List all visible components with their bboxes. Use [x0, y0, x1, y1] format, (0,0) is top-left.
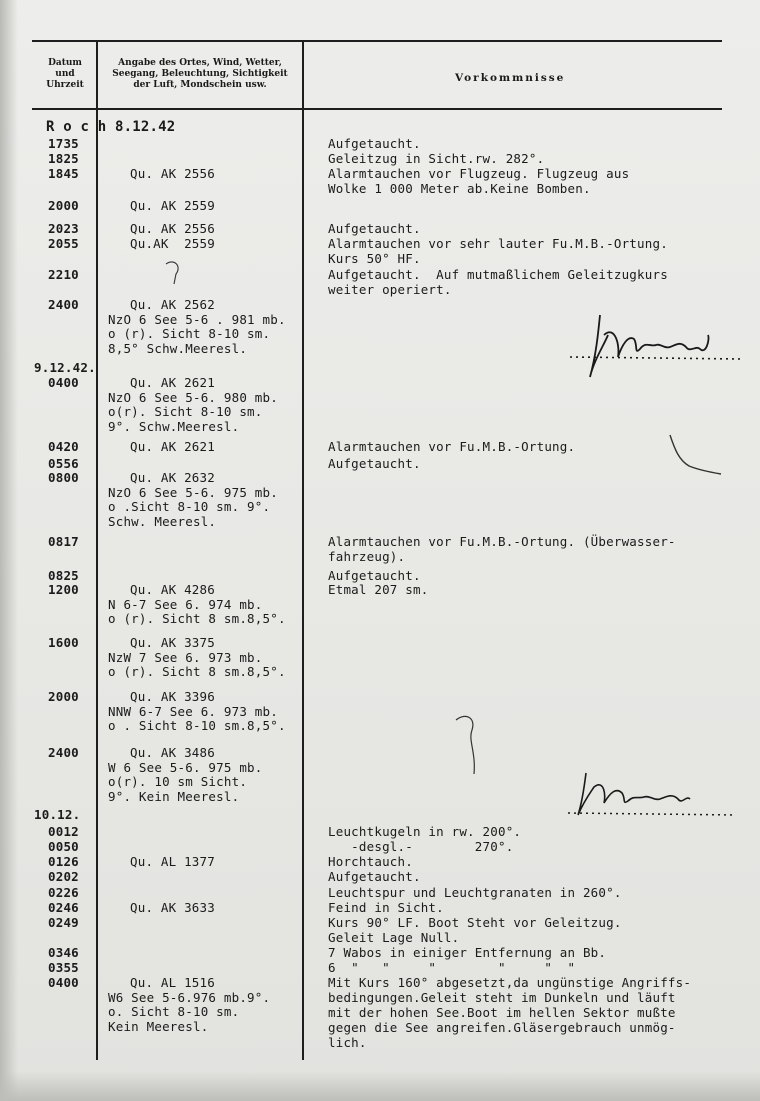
entry-location-line: 8,5° Schw.Meeresl. — [108, 340, 248, 356]
entry-location-line: Qu. AL 1516 — [130, 975, 215, 990]
entry-event-line: Aufgetaucht. — [328, 136, 421, 151]
entry-time: 0226 — [48, 885, 79, 900]
entry-event-line: Alarmtauchen vor Fu.M.B.-Ortung. — [328, 439, 576, 454]
entry-event-line: mit der hohen See.Boot im hellen Sektor mußte — [328, 1005, 676, 1020]
entry-location-line: Qu. AK 3396 — [130, 689, 215, 704]
entry-time: 2400 — [48, 297, 79, 312]
header-line: der Luft, Mondschein usw. — [133, 80, 267, 90]
entry-location-line: Kein Meeresl. — [108, 1018, 209, 1034]
entry-time: 2000 — [48, 198, 79, 213]
entry-location-line: o. Sicht 8-10 sm. — [108, 1004, 240, 1020]
entry-event-line: Aufgetaucht. — [328, 221, 421, 236]
entry-event-line: Wolke 1 000 Meter ab.Keine Bomben. — [328, 181, 591, 196]
entry-location-line: Qu. AK 2562 — [130, 297, 215, 312]
entry-time: 1600 — [48, 635, 79, 650]
entry-time: 0825 — [48, 568, 79, 583]
pencil-mark — [160, 258, 190, 288]
entry-location-line: N 6-7 See 6. 974 mb. — [108, 596, 263, 612]
entry-time: 0012 — [48, 824, 79, 839]
entry-event-line: Etmal 207 sm. — [328, 582, 429, 597]
header-rule — [32, 108, 722, 110]
signature-2 — [560, 765, 740, 825]
entry-location-line: W6 See 5-6.976 mb.9°. — [108, 989, 271, 1005]
column-rule-1 — [96, 40, 98, 1060]
signature-1 — [560, 305, 745, 385]
entry-time: 0817 — [48, 534, 79, 549]
entry-event-line: Aufgetaucht. — [328, 568, 421, 583]
header-location-weather — [100, 58, 300, 91]
entry-event-line: bedingungen.Geleit steht im Dunkeln und läuft — [328, 990, 676, 1005]
entry-location-line: Qu.AK 2559 — [130, 236, 215, 251]
entry-time: 2055 — [48, 236, 79, 251]
entry-event-line: weiter operiert. — [328, 282, 452, 297]
entry-location-line: o(r). Sicht 8-10 sm. — [108, 404, 263, 420]
entry-event-line: Feind in Sicht. — [328, 900, 444, 915]
entry-time: 0202 — [48, 869, 79, 884]
entry-event-line: 7 Wabos in einiger Entfernung an Bb. — [328, 945, 607, 960]
entry-location-line: NzO 6 See 5-6. 980 mb. — [108, 389, 278, 405]
entry-location-line: NNW 6-7 See 6. 973 mb. — [108, 703, 278, 719]
entry-event-line: Alarmtauchen vor sehr lauter Fu.M.B.-Ortung. — [328, 236, 668, 251]
entry-event-line: Leuchtspur und Leuchtgranaten in 260°. — [328, 885, 622, 900]
entry-time: 0400 — [48, 975, 79, 990]
entry-time: 0800 — [48, 470, 79, 485]
entry-time: 1200 — [48, 582, 79, 597]
entry-time: 0556 — [48, 456, 79, 471]
entry-time: 2400 — [48, 745, 79, 760]
entry-time: 0050 — [48, 839, 79, 854]
header-line: Angabe des Ortes, Wind, Wetter, — [118, 58, 282, 68]
entry-location-line: o .Sicht 8-10 sm. 9°. — [108, 499, 271, 515]
entry-location-line: o(r). 10 sm Sicht. — [108, 774, 248, 790]
entry-time: 2210 — [48, 267, 79, 282]
entry-time: R o c h 8.12.42 — [46, 119, 176, 135]
entry-event-line: Kurs 90° LF. Boot Steht vor Geleitzug. — [328, 915, 622, 930]
entry-location-line: Qu. AK 3486 — [130, 745, 215, 760]
entry-event-line: fahrzeug). — [328, 549, 406, 564]
entry-time: 0246 — [48, 900, 79, 915]
entry-event-line: Leuchtkugeln in rw. 200°. — [328, 824, 522, 839]
entry-location-line: o (r). Sicht 8 sm.8,5°. — [108, 611, 286, 627]
entry-location-line: Qu. AL 1377 — [130, 854, 215, 869]
entry-location-line: o . Sicht 8-10 sm.8,5°. — [108, 718, 286, 734]
entry-location-line: Qu. AK 2556 — [130, 221, 215, 236]
entry-event-line: lich. — [328, 1035, 367, 1050]
entry-event-line: Geleit Lage Null. — [328, 930, 460, 945]
entry-event-line: Mit Kurs 160° abgesetzt,da ungünstige Angriffs- — [328, 975, 692, 990]
entry-event-line: gegen die See angreifen.Gläsergebrauch unmög- — [328, 1020, 676, 1035]
entry-location-line: W 6 See 5-6. 975 mb. — [108, 759, 263, 775]
entry-location-line: Qu. AK 3375 — [130, 635, 215, 650]
entry-location-line: Qu. AK 2621 — [130, 439, 215, 454]
entry-time: 2023 — [48, 221, 79, 236]
entry-time: 0355 — [48, 960, 79, 975]
scan-shadow-bottom — [0, 1071, 760, 1101]
entry-event-line: Alarmtauchen vor Fu.M.B.-Ortung. (Überwasser- — [328, 534, 676, 549]
entry-location-line: Qu. AK 4286 — [130, 582, 215, 597]
entry-location-line: 9°. Schw.Meeresl. — [108, 418, 240, 434]
entry-location-line: o (r). Sicht 8 sm.8,5°. — [108, 664, 286, 680]
entry-time: 0346 — [48, 945, 79, 960]
entry-time: 2000 — [48, 689, 79, 704]
entry-event-line: 6 " " " " " " — [328, 960, 576, 975]
entry-event-line: Kurs 50° HF. — [328, 251, 421, 266]
entry-location-line: Qu. AK 3633 — [130, 900, 215, 915]
entry-time: 10.12. — [34, 807, 81, 822]
entry-event-line: Aufgetaucht. — [328, 456, 421, 471]
entry-time: 0126 — [48, 854, 79, 869]
entry-event-line: Aufgetaucht. Auf mutmaßlichem Geleitzugkurs — [328, 267, 668, 282]
entry-event-line: Aufgetaucht. — [328, 869, 421, 884]
entry-location-line: Schw. Meeresl. — [108, 513, 217, 529]
entry-location-line: Qu. AK 2621 — [130, 375, 215, 390]
entry-event-line: Horchtauch. — [328, 854, 413, 869]
entry-time: 0400 — [48, 375, 79, 390]
entry-event-line: Alarmtauchen vor Flugzeug. Flugzeug aus — [328, 166, 630, 181]
entry-time: 9.12.42. — [34, 360, 96, 375]
entry-location-line: NzW 7 See 6. 973 mb. — [108, 649, 263, 665]
header-date-time — [36, 58, 94, 91]
header-events: Vorkommnisse — [455, 72, 566, 84]
entry-time: 1735 — [48, 136, 79, 151]
entry-event-line: Geleitzug in Sicht.rw. 282°. — [328, 151, 545, 166]
entry-location-line: Qu. AK 2559 — [130, 198, 215, 213]
header-line: Datum — [48, 58, 82, 68]
header-line: Uhrzeit — [46, 80, 84, 90]
entry-location-line: 9°. Kein Meeresl. — [108, 788, 240, 804]
entry-location-line: Qu. AK 2632 — [130, 470, 215, 485]
entry-time: 0420 — [48, 439, 79, 454]
header-line: Seegang, Beleuchtung, Sichtigkeit — [112, 69, 288, 79]
entry-time: 1845 — [48, 166, 79, 181]
column-rule-2 — [302, 40, 304, 1060]
pencil-mark — [665, 430, 725, 480]
entry-location-line: o (r). Sicht 8-10 sm. — [108, 326, 271, 342]
entry-location-line: Qu. AK 2556 — [130, 166, 215, 181]
entry-time: 1825 — [48, 151, 79, 166]
entry-location-line: NzO 6 See 5-6. 975 mb. — [108, 484, 278, 500]
top-rule — [32, 40, 722, 42]
scan-shadow-left — [0, 0, 18, 1101]
header-line: und — [55, 69, 75, 79]
entry-location-line: NzO 6 See 5-6 . 981 mb. — [108, 311, 286, 327]
entry-time: 0249 — [48, 915, 79, 930]
entry-event-line: -desgl.- 270°. — [328, 839, 514, 854]
pencil-mark — [450, 712, 490, 782]
